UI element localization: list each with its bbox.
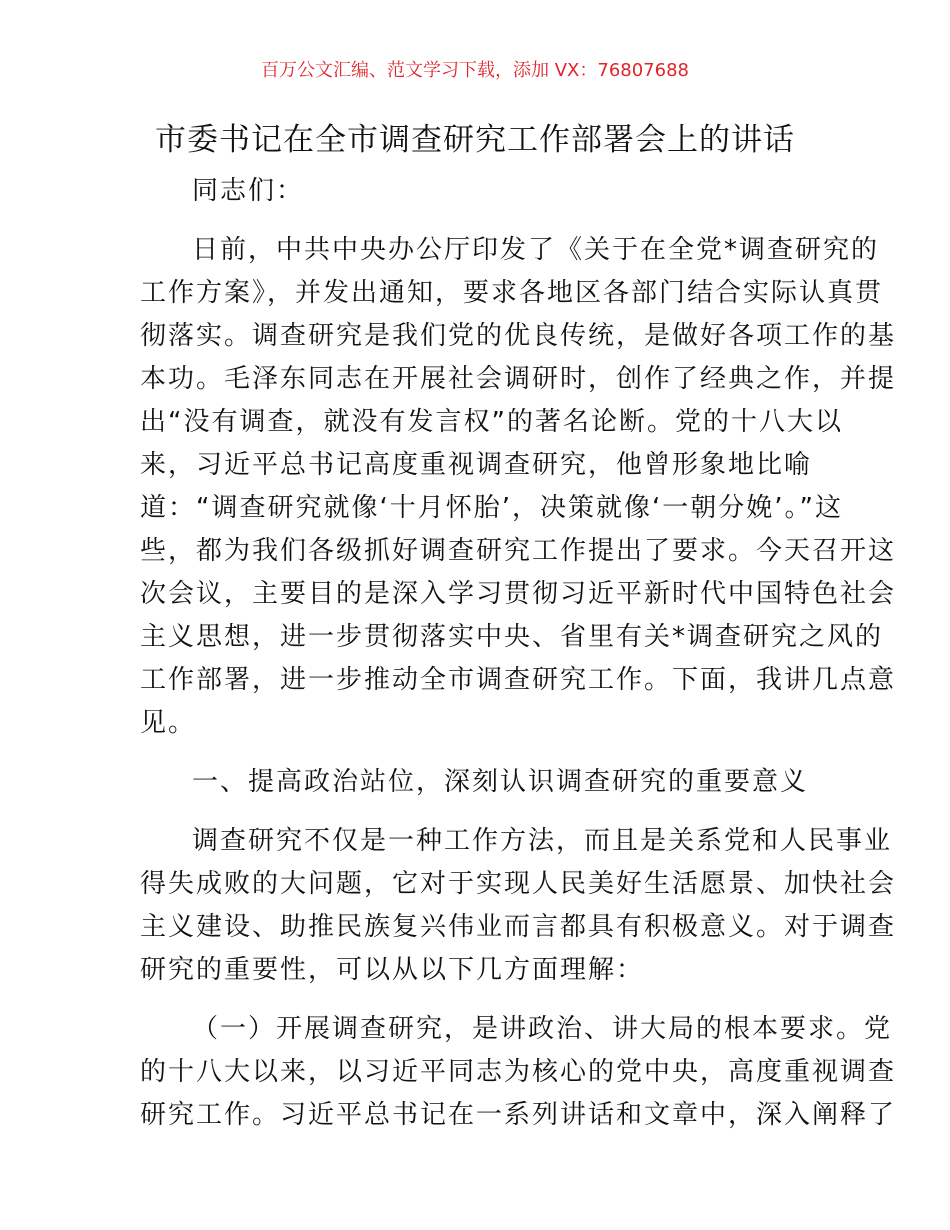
document-body <box>140 170 897 1137</box>
text-line: 得失成败的大问题，它对于实现人民美好生活愿景、加快社会 <box>140 869 897 899</box>
paragraph <box>140 820 897 992</box>
watermark-header: 百万公文汇编、范文学习下载，添加 VX：76807688 <box>261 60 689 81</box>
text-line: 见。 <box>140 708 197 738</box>
text-line: 出“没有调查，就没有发言权”的著名论断。党的十八大以 <box>140 407 843 437</box>
text-line: 的十八大以来，以习近平同志为核心的党中央，高度重视调查 <box>140 1057 897 1087</box>
text-line: 工作部署，进一步推动全市调查研究工作。下面，我讲几点意 <box>140 665 897 695</box>
text-line: 次会议，主要目的是深入学习贯彻习近平新时代中国特色社会 <box>140 579 897 609</box>
document-title: 市委书记在全市调查研究工作部署会上的讲话 <box>155 122 795 158</box>
paragraph <box>140 170 830 213</box>
text-line: （一）开展调查研究，是讲政治、讲大局的根本要求。党 <box>192 1014 893 1044</box>
text-line: 研究工作。习近平总书记在一系列讲话和文章中，深入阐释了 <box>140 1100 897 1130</box>
text-line: 彻落实。调查研究是我们党的优良传统，是做好各项工作的基 <box>140 321 897 351</box>
text-line: 来，习近平总书记高度重视调查研究，他曾形象地比喻 <box>140 450 813 480</box>
section-heading <box>140 761 830 804</box>
text-line: 调查研究不仅是一种工作方法，而且是关系党和人民事业 <box>192 826 893 856</box>
text-line: 工作方案》，并发出通知，要求各地区各部门结合实际认真贯 <box>140 278 884 308</box>
text-line: 主义建设、助推民族复兴伟业而言都具有积极意义。对于调查 <box>140 912 897 942</box>
paragraph <box>140 1008 897 1137</box>
text-line: 些，都为我们各级抓好调查研究工作提出了要求。今天召开这 <box>140 536 897 566</box>
text-line: 研究的重要性，可以从以下几方面理解： <box>140 955 645 985</box>
text-line: 同志们： <box>192 176 305 206</box>
text-line: 日前，中共中央办公厅印发了《关于在全党*调查研究的 <box>192 235 880 265</box>
text-line: 主义思想，进一步贯彻落实中央、省里有关*调查研究之风的 <box>140 622 884 652</box>
text-line: 一、提高政治站位，深刻认识调查研究的重要意义 <box>192 767 809 797</box>
text-line: 本功。毛泽东同志在开展社会调研时，创作了经典之作，并提 <box>140 364 897 394</box>
paragraph <box>140 229 897 745</box>
text-line: 道：“调查研究就像‘十月怀胎’，决策就像‘一朝分娩’。”这 <box>140 493 843 523</box>
